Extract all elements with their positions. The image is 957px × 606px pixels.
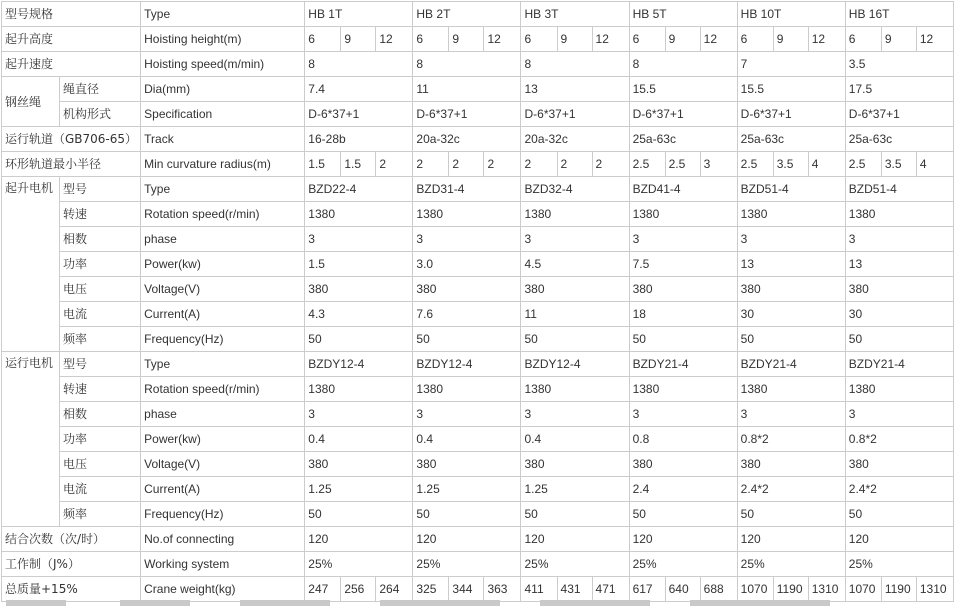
row-label-en: Frequency(Hz) bbox=[141, 327, 305, 352]
value-cell: 6 bbox=[845, 27, 881, 52]
value-cell: BZDY12-4 bbox=[305, 352, 413, 377]
value-cell: 120 bbox=[845, 527, 953, 552]
value-cell: 11 bbox=[521, 302, 629, 327]
value-cell: 2 bbox=[413, 152, 449, 177]
value-cell: 1.25 bbox=[305, 477, 413, 502]
value-cell: BZD41-4 bbox=[629, 177, 737, 202]
value-cell: 6 bbox=[629, 27, 665, 52]
value-cell: 50 bbox=[413, 327, 521, 352]
value-cell: BZD22-4 bbox=[305, 177, 413, 202]
value-cell: 25% bbox=[737, 552, 845, 577]
table-row bbox=[2, 427, 954, 452]
value-cell: 7.6 bbox=[413, 302, 521, 327]
table-row bbox=[2, 52, 954, 77]
value-cell: 50 bbox=[305, 502, 413, 527]
value-cell: D-6*37+1 bbox=[413, 102, 521, 127]
value-cell: 1.5 bbox=[305, 152, 341, 177]
value-cell: 640 bbox=[665, 577, 700, 602]
value-cell: 0.4 bbox=[305, 427, 413, 452]
value-cell: 6 bbox=[305, 27, 341, 52]
value-cell: 8 bbox=[521, 52, 629, 77]
row-label: 环形轨道最小半径 bbox=[2, 152, 141, 177]
value-cell: 344 bbox=[449, 577, 484, 602]
value-cell: 25% bbox=[521, 552, 629, 577]
value-cell: 18 bbox=[629, 302, 737, 327]
value-cell: 16-28b bbox=[305, 127, 413, 152]
row-label-en: Rotation speed(r/min) bbox=[141, 377, 305, 402]
value-cell: 380 bbox=[413, 277, 521, 302]
value-cell: 380 bbox=[521, 277, 629, 302]
value-cell: 4.5 bbox=[521, 252, 629, 277]
group-label: 起升电机 bbox=[2, 177, 60, 352]
value-cell: 1380 bbox=[305, 202, 413, 227]
value-cell: 1380 bbox=[629, 202, 737, 227]
value-cell: 3 bbox=[737, 402, 845, 427]
value-cell: 0.8*2 bbox=[845, 427, 953, 452]
value-cell: 25% bbox=[845, 552, 953, 577]
value-cell: 617 bbox=[629, 577, 665, 602]
value-cell: 380 bbox=[629, 277, 737, 302]
value-cell: BZDY21-4 bbox=[629, 352, 737, 377]
value-cell: 12 bbox=[484, 27, 521, 52]
value-cell: 3 bbox=[521, 227, 629, 252]
value-cell: 9 bbox=[665, 27, 700, 52]
value-cell: 50 bbox=[845, 327, 953, 352]
table-row bbox=[2, 27, 954, 52]
value-cell: 7.4 bbox=[305, 77, 413, 102]
row-label: 起升高度 bbox=[2, 27, 141, 52]
sub-label: 电压 bbox=[60, 452, 141, 477]
value-cell: 3.5 bbox=[881, 152, 916, 177]
table-row bbox=[2, 527, 954, 552]
value-cell: 3 bbox=[413, 402, 521, 427]
value-cell: 380 bbox=[521, 452, 629, 477]
value-cell: 1380 bbox=[629, 377, 737, 402]
value-cell: 1190 bbox=[773, 577, 808, 602]
table-row bbox=[2, 77, 954, 102]
value-cell: 120 bbox=[413, 527, 521, 552]
row-label: 总质量+15% bbox=[2, 577, 141, 602]
spec-table bbox=[1, 1, 954, 602]
value-cell: 2.4 bbox=[629, 477, 737, 502]
row-label-en: Current(A) bbox=[141, 477, 305, 502]
value-cell: 380 bbox=[845, 277, 953, 302]
value-cell: 30 bbox=[737, 302, 845, 327]
value-cell: 50 bbox=[305, 327, 413, 352]
sub-label: 电流 bbox=[60, 477, 141, 502]
sub-label: 相数 bbox=[60, 402, 141, 427]
value-cell: 1.25 bbox=[521, 477, 629, 502]
value-cell: 411 bbox=[521, 577, 557, 602]
value-cell: 30 bbox=[845, 302, 953, 327]
value-cell: 1.25 bbox=[413, 477, 521, 502]
table-row bbox=[2, 202, 954, 227]
row-label-en: Specification bbox=[141, 102, 305, 127]
value-cell: 6 bbox=[521, 27, 557, 52]
header-row bbox=[2, 2, 954, 27]
value-cell: 50 bbox=[521, 327, 629, 352]
value-cell: 12 bbox=[376, 27, 413, 52]
value-cell: 6 bbox=[737, 27, 773, 52]
row-label-en: Track bbox=[141, 127, 305, 152]
value-cell: 1.5 bbox=[341, 152, 376, 177]
value-cell: 471 bbox=[592, 577, 629, 602]
value-cell: 256 bbox=[341, 577, 376, 602]
value-cell: 380 bbox=[305, 277, 413, 302]
value-cell: 9 bbox=[449, 27, 484, 52]
value-cell: 120 bbox=[521, 527, 629, 552]
value-cell: 9 bbox=[773, 27, 808, 52]
value-cell: 2.5 bbox=[845, 152, 881, 177]
value-cell: 13 bbox=[845, 252, 953, 277]
value-cell: 325 bbox=[413, 577, 449, 602]
value-cell: 4 bbox=[916, 152, 953, 177]
row-label-en: Hoisting height(m) bbox=[141, 27, 305, 52]
table-row bbox=[2, 302, 954, 327]
row-label-en: Power(kw) bbox=[141, 252, 305, 277]
value-cell: 1380 bbox=[413, 202, 521, 227]
value-cell: 2.4*2 bbox=[845, 477, 953, 502]
value-cell: 380 bbox=[305, 452, 413, 477]
sub-label: 转速 bbox=[60, 377, 141, 402]
value-cell: 1380 bbox=[845, 202, 953, 227]
value-cell: 120 bbox=[305, 527, 413, 552]
row-label-en: Voltage(V) bbox=[141, 277, 305, 302]
table-row bbox=[2, 552, 954, 577]
row-label-en: Current(A) bbox=[141, 302, 305, 327]
value-cell: 2.5 bbox=[629, 152, 665, 177]
row-label-en: Type bbox=[141, 352, 305, 377]
value-cell: 1380 bbox=[413, 377, 521, 402]
value-cell: 50 bbox=[845, 502, 953, 527]
value-cell: BZDY12-4 bbox=[521, 352, 629, 377]
table-row bbox=[2, 177, 954, 202]
sub-label: 电流 bbox=[60, 302, 141, 327]
value-cell: 11 bbox=[413, 77, 521, 102]
value-cell: 25a-63c bbox=[737, 127, 845, 152]
value-cell: 50 bbox=[737, 502, 845, 527]
value-cell: 7.5 bbox=[629, 252, 737, 277]
sub-label: 型号 bbox=[60, 177, 141, 202]
value-cell: 120 bbox=[629, 527, 737, 552]
value-cell: BZDY21-4 bbox=[845, 352, 953, 377]
value-cell: 1190 bbox=[881, 577, 916, 602]
value-cell: 4.3 bbox=[305, 302, 413, 327]
value-cell: 1070 bbox=[737, 577, 773, 602]
value-cell: 2 bbox=[484, 152, 521, 177]
table-row bbox=[2, 402, 954, 427]
row-label-en: Dia(mm) bbox=[141, 77, 305, 102]
sub-label: 频率 bbox=[60, 502, 141, 527]
value-cell: 2 bbox=[449, 152, 484, 177]
value-cell: 20a-32c bbox=[413, 127, 521, 152]
value-cell: 25% bbox=[629, 552, 737, 577]
row-label: 运行轨道（GB706-65） bbox=[2, 127, 141, 152]
value-cell: 688 bbox=[700, 577, 737, 602]
value-cell: 3 bbox=[700, 152, 737, 177]
value-cell: D-6*37+1 bbox=[521, 102, 629, 127]
sub-label: 转速 bbox=[60, 202, 141, 227]
group-label: 运行电机 bbox=[2, 352, 60, 527]
row-label-en: Frequency(Hz) bbox=[141, 502, 305, 527]
value-cell: 3 bbox=[413, 227, 521, 252]
value-cell: D-6*37+1 bbox=[305, 102, 413, 127]
value-cell: 2 bbox=[376, 152, 413, 177]
value-cell: 3 bbox=[521, 402, 629, 427]
value-cell: BZDY21-4 bbox=[737, 352, 845, 377]
sub-label: 型号 bbox=[60, 352, 141, 377]
row-label-en: Min curvature radius(m) bbox=[141, 152, 305, 177]
value-cell: 9 bbox=[557, 27, 592, 52]
value-cell: 1380 bbox=[305, 377, 413, 402]
value-cell: 8 bbox=[413, 52, 521, 77]
value-cell: 380 bbox=[845, 452, 953, 477]
value-cell: 264 bbox=[376, 577, 413, 602]
value-cell: 3 bbox=[629, 227, 737, 252]
row-label-en: No.of connecting bbox=[141, 527, 305, 552]
value-cell: 1380 bbox=[521, 202, 629, 227]
value-cell: 431 bbox=[557, 577, 592, 602]
table-row bbox=[2, 377, 954, 402]
table-row bbox=[2, 102, 954, 127]
sub-label: 绳直径 bbox=[60, 77, 141, 102]
value-cell: 50 bbox=[413, 502, 521, 527]
table-row bbox=[2, 252, 954, 277]
value-cell: 3 bbox=[737, 227, 845, 252]
value-cell: 50 bbox=[629, 502, 737, 527]
value-cell: 8 bbox=[305, 52, 413, 77]
value-cell: 2.5 bbox=[665, 152, 700, 177]
value-cell: 15.5 bbox=[629, 77, 737, 102]
value-cell: 25% bbox=[413, 552, 521, 577]
group-label: 钢丝绳 bbox=[2, 77, 60, 127]
value-cell: 0.4 bbox=[413, 427, 521, 452]
table-row bbox=[2, 327, 954, 352]
row-label-en: Crane weight(kg) bbox=[141, 577, 305, 602]
value-cell: 2 bbox=[557, 152, 592, 177]
row-label: 型号规格 bbox=[2, 2, 141, 27]
value-cell: 2 bbox=[521, 152, 557, 177]
value-cell: 2.4*2 bbox=[737, 477, 845, 502]
table-row bbox=[2, 477, 954, 502]
value-cell: BZD31-4 bbox=[413, 177, 521, 202]
row-label-en: Hoisting speed(m/min) bbox=[141, 52, 305, 77]
value-cell: D-6*37+1 bbox=[737, 102, 845, 127]
value-cell: 25a-63c bbox=[845, 127, 953, 152]
table-row bbox=[2, 227, 954, 252]
value-cell: 1380 bbox=[737, 377, 845, 402]
value-cell: 12 bbox=[916, 27, 953, 52]
value-cell: 3 bbox=[629, 402, 737, 427]
value-cell: 50 bbox=[521, 502, 629, 527]
sub-label: 电压 bbox=[60, 277, 141, 302]
row-label: 工作制（J%） bbox=[2, 552, 141, 577]
row-label-en: Type bbox=[141, 177, 305, 202]
table-row bbox=[2, 352, 954, 377]
value-cell: 247 bbox=[305, 577, 341, 602]
value-cell: 12 bbox=[592, 27, 629, 52]
row-label-en: phase bbox=[141, 227, 305, 252]
value-cell: 363 bbox=[484, 577, 521, 602]
model-header: HB 10T bbox=[737, 2, 845, 27]
value-cell: 50 bbox=[629, 327, 737, 352]
sub-label: 功率 bbox=[60, 252, 141, 277]
value-cell: 12 bbox=[700, 27, 737, 52]
value-cell: BZD51-4 bbox=[845, 177, 953, 202]
value-cell: 13 bbox=[737, 252, 845, 277]
value-cell: 8 bbox=[629, 52, 737, 77]
value-cell: BZDY12-4 bbox=[413, 352, 521, 377]
value-cell: 0.8 bbox=[629, 427, 737, 452]
table-row bbox=[2, 152, 954, 177]
row-label: 结合次数（次/时） bbox=[2, 527, 141, 552]
value-cell: BZD51-4 bbox=[737, 177, 845, 202]
value-cell: 380 bbox=[629, 452, 737, 477]
row-label-en: Working system bbox=[141, 552, 305, 577]
model-header: HB 5T bbox=[629, 2, 737, 27]
value-cell: 3.5 bbox=[773, 152, 808, 177]
row-label-en: Rotation speed(r/min) bbox=[141, 202, 305, 227]
value-cell: 1.5 bbox=[305, 252, 413, 277]
spec-table-body bbox=[2, 2, 954, 602]
value-cell: 0.4 bbox=[521, 427, 629, 452]
value-cell: 380 bbox=[737, 452, 845, 477]
value-cell: 3 bbox=[305, 402, 413, 427]
value-cell: 3 bbox=[305, 227, 413, 252]
value-cell: 3 bbox=[845, 227, 953, 252]
table-row bbox=[2, 502, 954, 527]
value-cell: 1310 bbox=[916, 577, 953, 602]
value-cell: 9 bbox=[341, 27, 376, 52]
value-cell: 380 bbox=[413, 452, 521, 477]
value-cell: 20a-32c bbox=[521, 127, 629, 152]
row-label: 起升速度 bbox=[2, 52, 141, 77]
value-cell: 1380 bbox=[521, 377, 629, 402]
value-cell: 2.5 bbox=[737, 152, 773, 177]
model-header: HB 3T bbox=[521, 2, 629, 27]
value-cell: 1310 bbox=[808, 577, 845, 602]
value-cell: 17.5 bbox=[845, 77, 953, 102]
sub-label: 机构形式 bbox=[60, 102, 141, 127]
row-label-en: Type bbox=[141, 2, 305, 27]
value-cell: 6 bbox=[413, 27, 449, 52]
value-cell: 7 bbox=[737, 52, 845, 77]
value-cell: 13 bbox=[521, 77, 629, 102]
value-cell: 1380 bbox=[737, 202, 845, 227]
value-cell: 1380 bbox=[845, 377, 953, 402]
value-cell: 12 bbox=[808, 27, 845, 52]
model-header: HB 1T bbox=[305, 2, 413, 27]
value-cell: 380 bbox=[737, 277, 845, 302]
table-row bbox=[2, 277, 954, 302]
value-cell: 50 bbox=[737, 327, 845, 352]
value-cell: 120 bbox=[737, 527, 845, 552]
sub-label: 频率 bbox=[60, 327, 141, 352]
table-row bbox=[2, 452, 954, 477]
model-header: HB 16T bbox=[845, 2, 953, 27]
value-cell: 2 bbox=[592, 152, 629, 177]
value-cell: D-6*37+1 bbox=[845, 102, 953, 127]
row-label-en: Voltage(V) bbox=[141, 452, 305, 477]
value-cell: 3.5 bbox=[845, 52, 953, 77]
value-cell: BZD32-4 bbox=[521, 177, 629, 202]
sub-label: 功率 bbox=[60, 427, 141, 452]
value-cell: D-6*37+1 bbox=[629, 102, 737, 127]
row-label-en: phase bbox=[141, 402, 305, 427]
value-cell: 25% bbox=[305, 552, 413, 577]
value-cell: 25a-63c bbox=[629, 127, 737, 152]
value-cell: 1070 bbox=[845, 577, 881, 602]
table-row bbox=[2, 127, 954, 152]
value-cell: 3 bbox=[845, 402, 953, 427]
sub-label: 相数 bbox=[60, 227, 141, 252]
value-cell: 15.5 bbox=[737, 77, 845, 102]
value-cell: 4 bbox=[808, 152, 845, 177]
value-cell: 9 bbox=[881, 27, 916, 52]
value-cell: 3.0 bbox=[413, 252, 521, 277]
model-header: HB 2T bbox=[413, 2, 521, 27]
value-cell: 0.8*2 bbox=[737, 427, 845, 452]
cropped-text-line bbox=[0, 598, 957, 606]
row-label-en: Power(kw) bbox=[141, 427, 305, 452]
